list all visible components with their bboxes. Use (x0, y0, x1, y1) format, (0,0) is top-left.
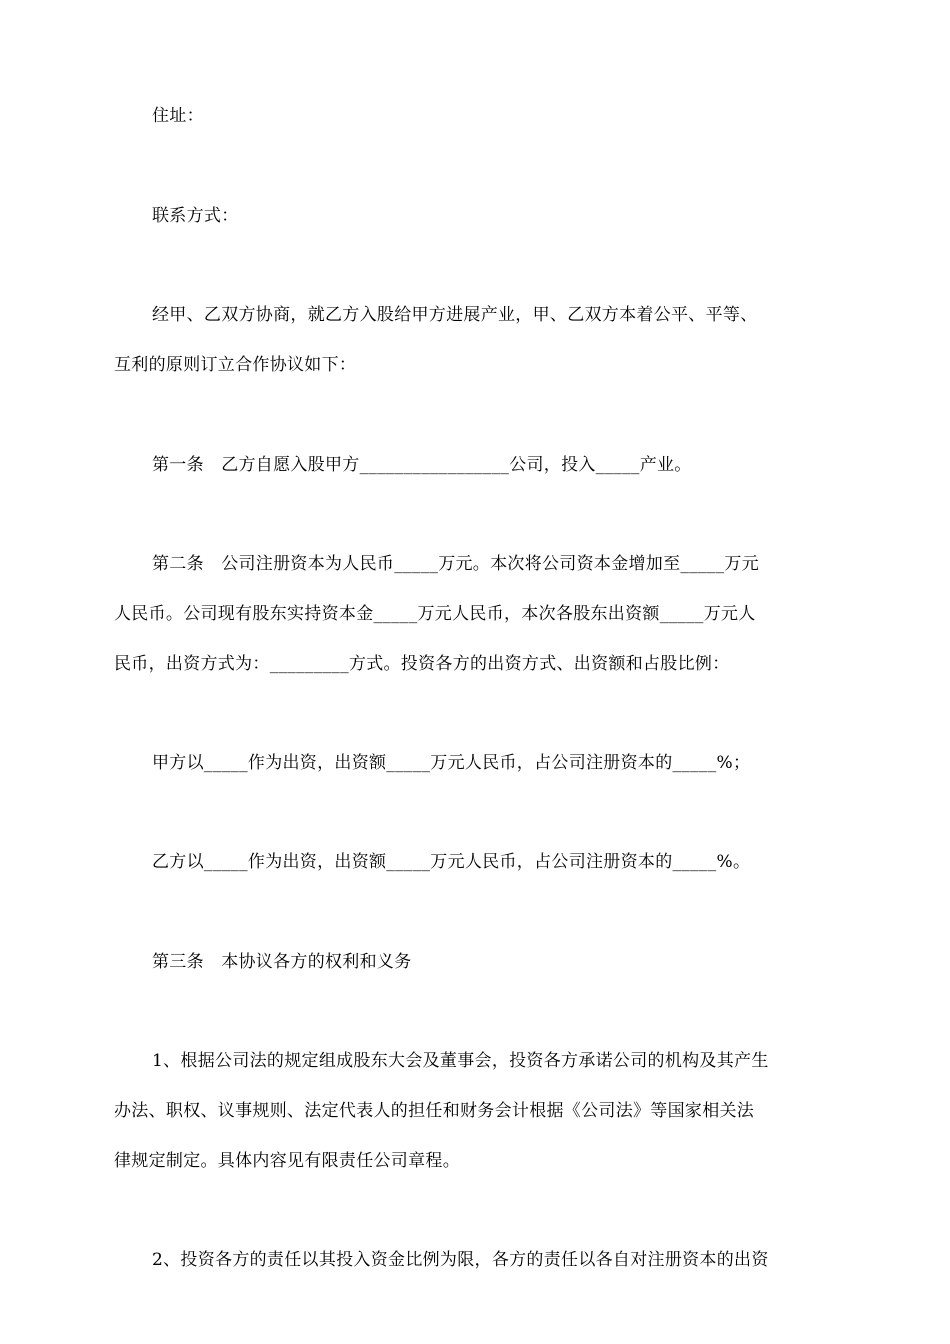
article-2-line-3: 民币，出资方式为：_________方式。投资各方的出资方式、出资额和占股比例： (114, 654, 730, 674)
article-3-heading: 第三条 本协议各方的权利和义务 (152, 952, 412, 972)
preamble-line-2: 互利的原则订立合作协议如下： (114, 355, 357, 375)
clause-1-line-3: 律规定制定。具体内容见有限责任公司章程。 (114, 1151, 460, 1171)
article-2-line-2: 人民币。公司现有股东实持资本金_____万元人民币，本次各股东出资额_____万元人 (114, 604, 756, 624)
party-b-contribution: 乙方以_____作为出资，出资额_____万元人民币，占公司注册资本的_____%。 (152, 852, 751, 872)
article-2-line-1: 第二条 公司注册资本为人民币_____万元。本次将公司资本金增加至_____万元 (152, 554, 759, 574)
article-1: 第一条 乙方自愿入股甲方_________________公司，投入_____产业。 (152, 455, 692, 475)
party-a-contribution: 甲方以_____作为出资，出资额_____万元人民币，占公司注册资本的_____%； (152, 753, 751, 773)
address-label: 住址： (152, 106, 204, 126)
clause-1-line-1: 1、根据公司法的规定组成股东大会及董事会，投资各方承诺公司的机构及其产生 (152, 1051, 769, 1071)
clause-2-line-1: 2、投资各方的责任以其投入资金比例为限，各方的责任以各自对注册资本的出资 (152, 1250, 769, 1270)
contact-label: 联系方式： (152, 206, 239, 226)
clause-1-line-2: 办法、职权、议事规则、法定代表人的担任和财务会计根据《公司法》等国家相关法 (114, 1101, 755, 1121)
preamble-line-1: 经甲、乙双方协商，就乙方入股给甲方进展产业，甲、乙双方本着公平、平等、 (152, 305, 758, 325)
